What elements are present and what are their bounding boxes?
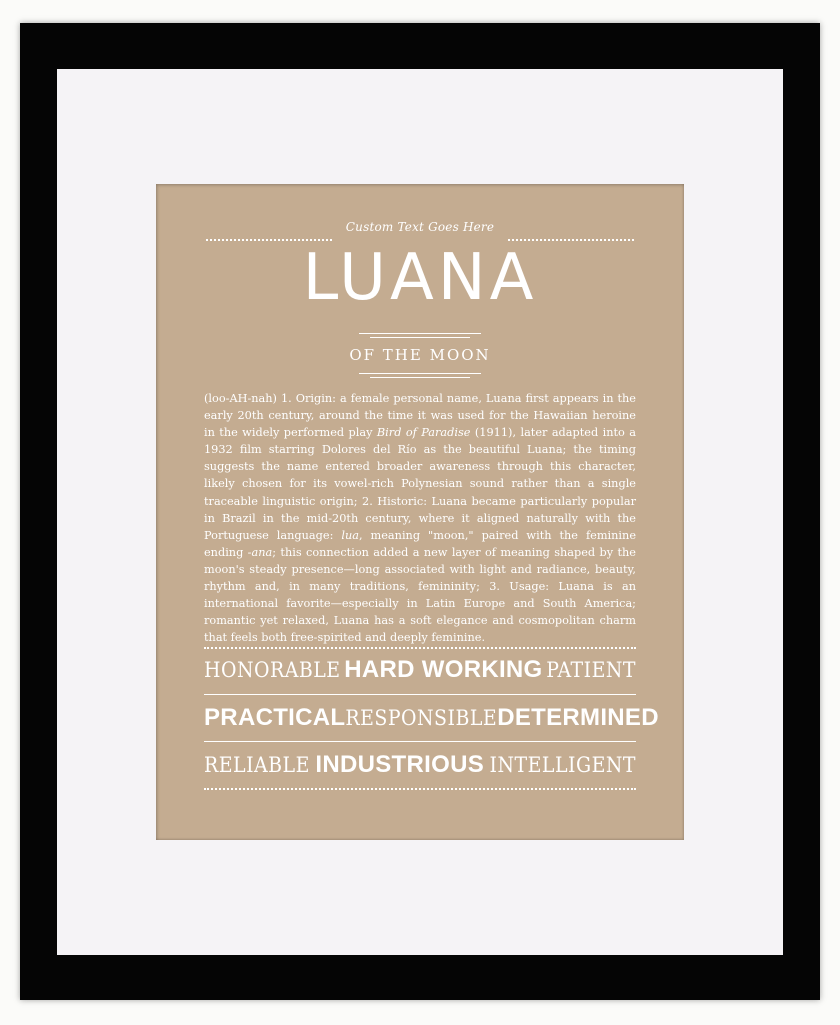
trait: PATIENT [546, 658, 636, 682]
dotted-divider-traits-bottom [204, 788, 636, 790]
trait-row-2 [204, 704, 659, 732]
trait: HONORABLE [204, 658, 341, 682]
name-title: LUANA [302, 241, 538, 315]
play-title: Bird of Paradise [376, 426, 471, 440]
trait: INDUSTRIOUS [315, 751, 485, 778]
name-definition [204, 390, 636, 646]
rule-below-meaning-2 [370, 377, 470, 378]
definition-part-2: (1911), later adapted into a 1932 film starring Dolores del Río as the beautiful Luana; the timing suggests the name entered broader awareness through this character, likely chosen for its vowel-rich Polynesian sound rather than a single traceable linguistic origin; 2. Historic: Luana became particularly popular in Brazil in the mid-20th century, where it aligned naturally with the Portuguese language: [204, 426, 636, 542]
trait-row-1 [204, 656, 636, 684]
trait: INTELLIGENT [489, 753, 636, 777]
name-print [156, 184, 684, 840]
dotted-divider-traits-top [204, 647, 636, 649]
definition-part-3: , meaning "moon," paired with the feminine ending [204, 528, 636, 559]
definition-part-1: 1. Origin: a female personal name, Luana first appears in the early 20th century, around the time it was used for the Hawaiian heroine in the widely performed play [204, 392, 636, 440]
trait-separator-2 [204, 741, 636, 742]
trait: RELIABLE [204, 753, 310, 777]
frame-mat [57, 69, 783, 955]
word-lua: lua [341, 528, 359, 542]
trait-separator-1 [204, 694, 636, 695]
trait: RESPONSIBLE [345, 706, 498, 730]
word-ana: -ana [247, 545, 273, 559]
trait: HARD WORKING [344, 656, 543, 683]
definition-part-4: ; this connection added a new layer of meaning shaped by the moon's steady presence—long associated with light and radiance, beauty, rhythm and, in many traditions, femininity; 3. Usage: Luana is an international favorite—especially in Latin Europe and South America; romantic yet relaxed, Luana has a soft elegance and cosmopolitan charm that feels both free-spirited and deeply feminine. [204, 545, 636, 645]
name-meaning: OF THE MOON [349, 346, 491, 364]
rule-above-meaning-2 [370, 337, 470, 338]
rule-above-meaning-1 [359, 333, 481, 334]
rule-below-meaning-1 [359, 373, 481, 374]
picture-frame [20, 23, 820, 1000]
trait-row-3 [204, 751, 636, 779]
trait: PRACTICAL [204, 704, 346, 731]
trait: DETERMINED [497, 704, 659, 731]
custom-text: Custom Text Goes Here [345, 220, 495, 234]
pronunciation: (loo-AH-nah) [204, 392, 277, 405]
